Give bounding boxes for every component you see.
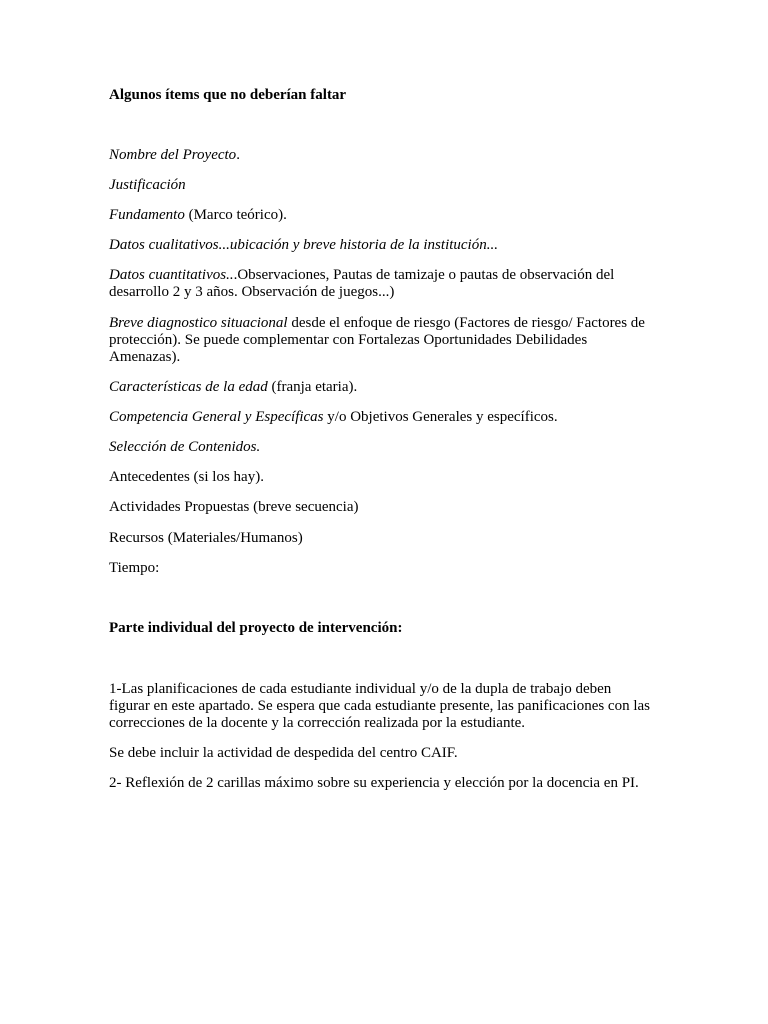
item-text: y/o Objetivos Generales y específicos. <box>323 409 558 425</box>
item-justificacion <box>109 177 654 194</box>
item-datos-cuantitativos <box>109 267 654 301</box>
item-label: Datos cuantitativos.. <box>109 267 234 283</box>
paragraph-planificaciones: 1-Las planificaciones de cada estudiante individual y/o de la dupla de trabajo deben figurar en este apartado. Se espera que cada estudiante presente, las panificaciones con las correcciones de la docente y la corrección realizada por la estudiante. <box>109 681 651 731</box>
item-label: Nombre del Proyecto <box>109 147 237 163</box>
item-actividades: Actividades Propuestas (breve secuencia) <box>109 499 359 515</box>
item-label: Fundamento <box>109 207 185 223</box>
item-datos-cualitativos <box>109 237 654 254</box>
section-heading-individual: Parte individual del proyecto de intervención: <box>109 620 403 636</box>
item-text: . <box>236 147 240 163</box>
item-diagnostico <box>109 315 654 366</box>
item-antecedentes: Antecedentes (si los hay). <box>109 469 264 485</box>
item-label: Justificación <box>109 177 186 193</box>
section-heading-items: Algunos ítems que no deberían faltar <box>109 87 347 103</box>
item-text: desde el enfoque de riesgo (Factores de riesgo/ Factores de protección). Se puede complementar con Fortalezas Oportunidades Debilidades Amenazas). <box>109 315 645 365</box>
item-competencia <box>109 409 654 426</box>
paragraph-despedida: Se debe incluir la actividad de despedida del centro CAIF. <box>109 745 458 761</box>
item-label: Competencia General y Específicas <box>109 409 324 425</box>
item-tiempo: Tiempo: <box>109 560 160 576</box>
item-recursos: Recursos (Materiales/Humanos) <box>109 530 303 546</box>
item-text: (Marco teórico). <box>184 207 287 223</box>
item-text: .Observaciones, Pautas de tamizaje o pautas de observación del desarrollo 2 y 3 años. Observación de juegos...) <box>109 267 615 300</box>
item-caracteristicas <box>109 379 654 396</box>
item-text: (franja etaria). <box>267 379 358 395</box>
item-fundamento <box>109 207 654 224</box>
paragraph-reflexion: 2- Reflexión de 2 carillas máximo sobre su experiencia y elección por la docencia en PI. <box>109 775 639 791</box>
item-seleccion-contenidos <box>109 439 654 456</box>
item-label: Características de la edad <box>109 379 268 395</box>
item-nombre-proyecto <box>109 147 654 164</box>
item-label: Breve diagnostico situacional <box>109 315 288 331</box>
item-label: Selección de Contenidos. <box>109 439 261 455</box>
item-label: Datos cualitativos...ubicación y breve historia de la institución... <box>109 237 498 253</box>
